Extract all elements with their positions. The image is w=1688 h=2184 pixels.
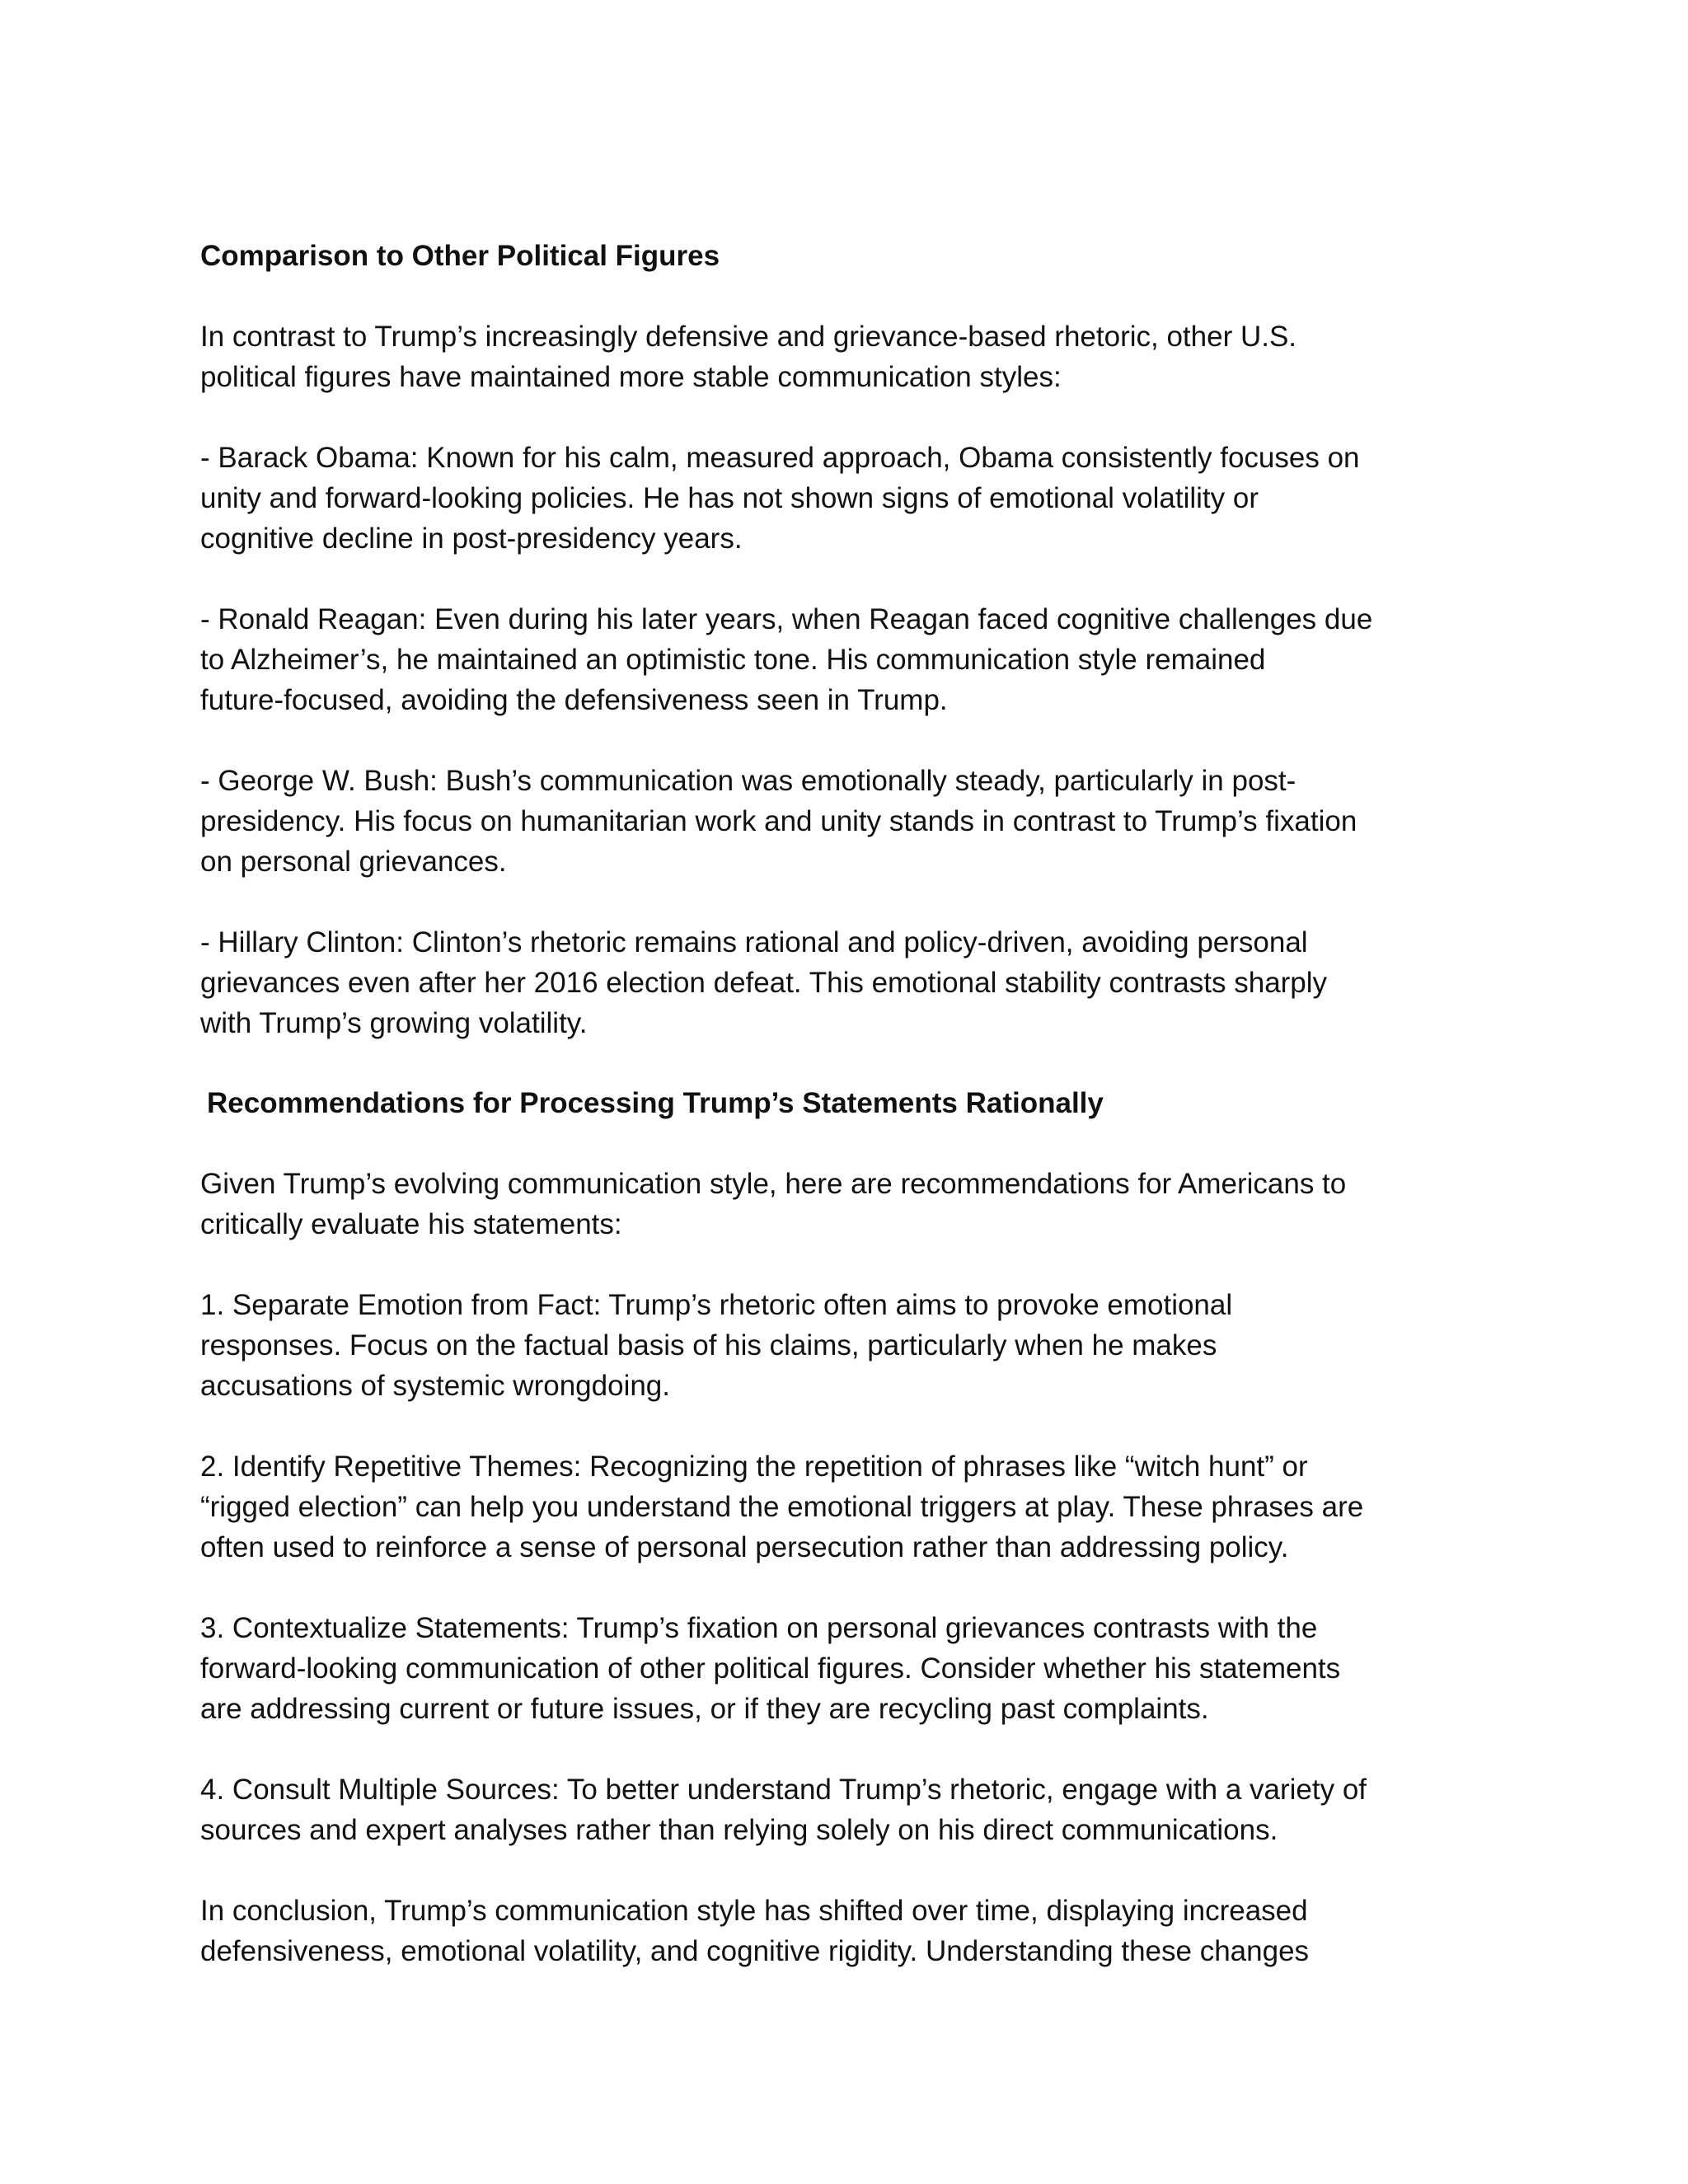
comparison-item-bush: - George W. Bush: Bush’s communication was emotionally steady, particularly in post- presidency. His focus on humanitarian work and unity stands in contrast to Trump’s fixation on personal grievances. (200, 765, 1357, 878)
conclusion-paragraph: In conclusion, Trump’s communication style has shifted over time, displaying increased defensiveness, emotional volatility, and cognitive rigidity. Understanding these changes (200, 1895, 1310, 1967)
comparison-item-clinton: - Hillary Clinton: Clinton’s rhetoric remains rational and policy-driven, avoiding personal grievances even after her 2016 election defeat. This emotional stability contrasts sharply with Trump’s growing volatility. (200, 926, 1328, 1039)
comparison-intro-paragraph: In contrast to Trump’s increasingly defensive and grievance-based rhetoric, other U.S. political figures have maintained more stable communication styles: (200, 321, 1297, 393)
recommendations-intro-paragraph: Given Trump’s evolving communication style, here are recommendations for Americans to critically evaluate his statements: (200, 1168, 1347, 1240)
section-heading-recommendations: Recommendations for Processing Trump’s Statements Rationally (207, 1087, 1104, 1119)
comparison-item-reagan: - Ronald Reagan: Even during his later years, when Reagan faced cognitive challenges due to Alzheimer’s, he maintained an optimistic tone. His communication style remained future-focused, avoiding the defensiveness seen in Trump. (200, 603, 1373, 716)
comparison-item-obama: - Barack Obama: Known for his calm, measured approach, Obama consistently focuses on unity and forward-looking policies. He has not shown signs of emotional volatility or cognitive decline in post-presidency years. (200, 442, 1360, 555)
section-heading-comparison: Comparison to Other Political Figures (200, 240, 720, 272)
document-page (200, 237, 1519, 1971)
recommendation-item-4: 4. Consult Multiple Sources: To better understand Trump’s rhetoric, engage with a variety of sources and expert analyses rather than relying solely on his direct communications. (200, 1774, 1367, 1846)
recommendation-item-3: 3. Contextualize Statements: Trump’s fixation on personal grievances contrasts with the forward-looking communication of other political figures. Consider whether his statements are addressing current or future issues, or if they are recycling past complaints. (200, 1612, 1341, 1725)
recommendation-item-1: 1. Separate Emotion from Fact: Trump’s rhetoric often aims to provoke emotional responses. Focus on the factual basis of his claims, particularly when he makes accusations of systemic wrongdoing. (200, 1289, 1233, 1402)
recommendation-item-2: 2. Identify Repetitive Themes: Recognizing the repetition of phrases like “witch hunt” or “rigged election” can help you understand the emotional triggers at play. These phrases are often used to reinforce a sense of personal persecution rather than addressing policy. (200, 1451, 1364, 1563)
